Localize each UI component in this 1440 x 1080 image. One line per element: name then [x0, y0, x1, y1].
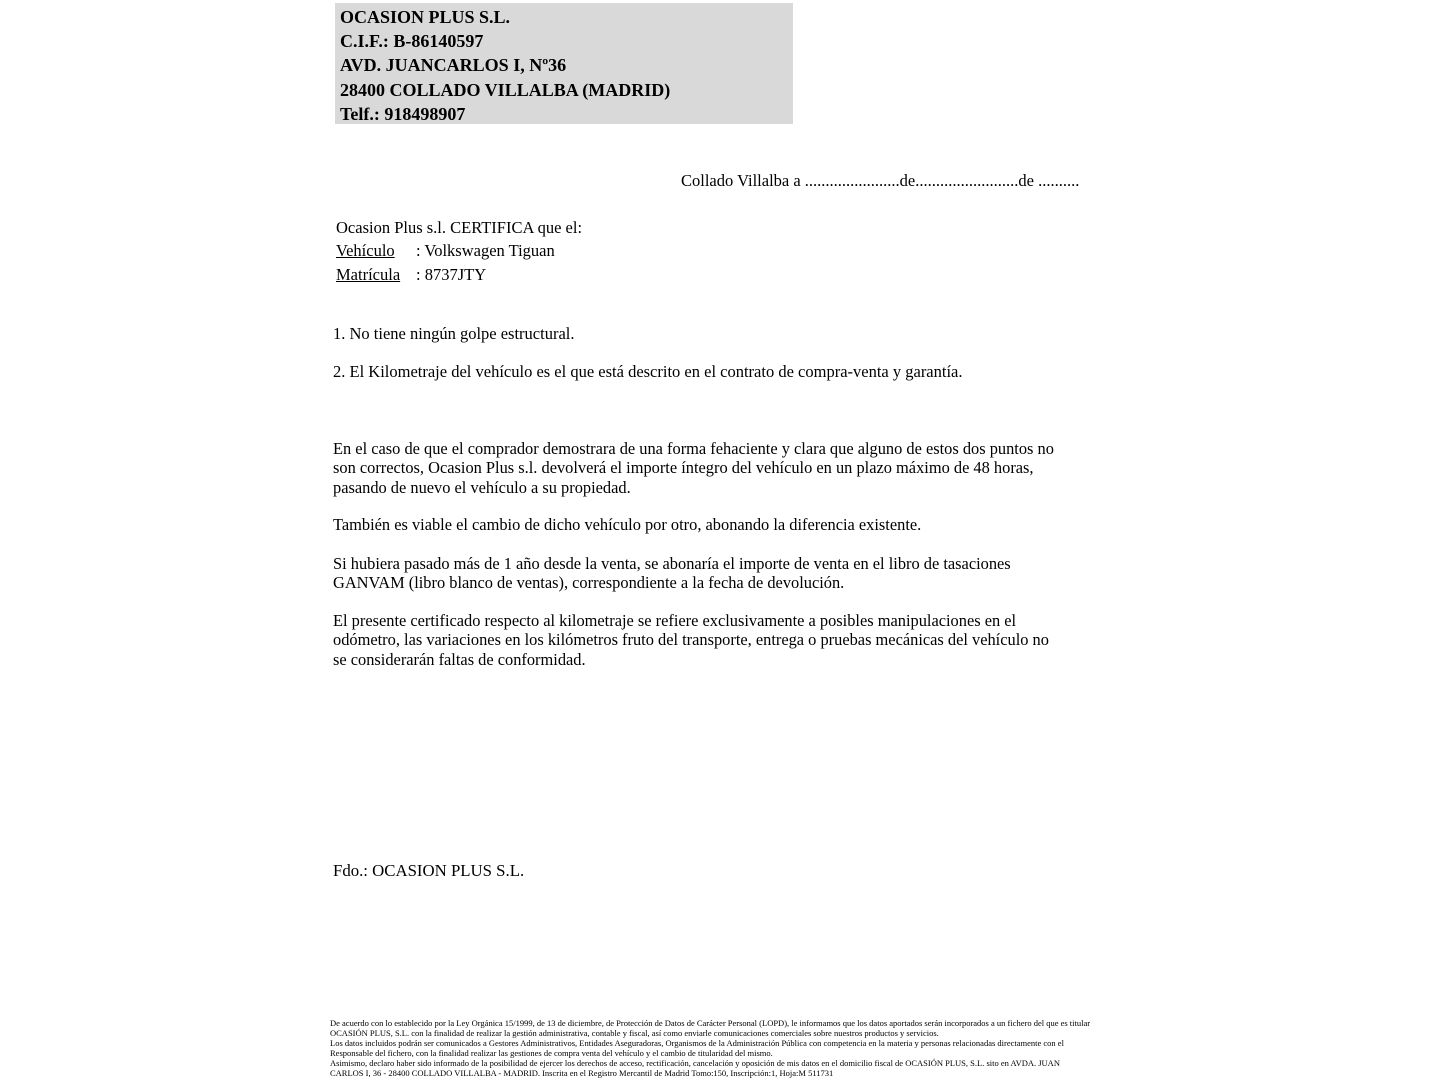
company-city: 28400 COLLADO VILLALBA (MADRID) — [340, 79, 671, 100]
certified-point-2: 2. El Kilometraje del vehículo es el que está descrito en el contrato de compra-venta y garantía. — [333, 362, 963, 381]
vehicle-value: : Volkswagen Tiguan — [416, 241, 555, 261]
company-phone: Telf.: 918498907 — [340, 103, 466, 124]
legal-line: CARLOS I, 36 - 28400 COLLADO VILLALBA - MADRID. Inscrita en el Registro Mercantil de Madrid Tomo:150, Inscripción:1, Hoja:M 511731 — [330, 1067, 834, 1078]
paragraph-exchange-option — [333, 515, 921, 534]
legal-line: Los datos incluidos podrán ser comunicados a Gestores Administrativos, Entidades Aseguradoras, Organismos de la Administración Pública con competencia en la materia y personas relacionadas directamente con el — [330, 1037, 1064, 1048]
vehicle-label: Vehículo — [336, 241, 395, 261]
paragraph-line: son correctos, Ocasion Plus s.l. devolverá el importe íntegro del vehículo en un plazo máximo de 48 horas, — [333, 458, 1034, 478]
plate-value: : 8737JTY — [416, 264, 487, 284]
paragraph-line: El presente certificado respecto al kilometraje se refiere exclusivamente a posibles manipulaciones en el — [333, 611, 1017, 630]
paragraph-line: odómetro, las variaciones en los kilómetros fruto del transporte, entrega o pruebas mecánicas del vehículo no — [333, 630, 1049, 650]
paragraph-odometer-clause — [333, 611, 1049, 669]
legal-line: OCASIÓN PLUS, S.L. con la finalidad de realizar la gestión administrativa, contable y fiscal, así como enviarle comunicaciones comerciales sobre nuestros productos y servicios. — [330, 1027, 939, 1038]
legal-line: De acuerdo con lo establecido por la Ley Orgánica 15/1999, de 13 de diciembre, de Protección de Datos de Carácter Personal (LOPD), le informamos que los datos aportados serán incorporados a un fichero del que es titular — [330, 1018, 1091, 1028]
certified-point-1: 1. No tiene ningún golpe estructural. — [333, 324, 575, 343]
paragraph-line: se considerarán faltas de conformidad. — [333, 649, 586, 669]
paragraph-line: Si hubiera pasado más de 1 año desde la venta, se abonaría el importe de venta en el libro de tasaciones — [333, 554, 1011, 573]
company-address: AVD. JUANCARLOS I, Nº36 — [340, 55, 567, 76]
vehicle-field — [336, 239, 582, 262]
legal-line: Asimismo, declaro haber sido informado de la posibilidad de ejercer los derechos de acceso, rectificación, cancelación y oposición de mis datos en el domicilio fiscal de OCASIÓN PLUS, S.L. sito en AVDA. JUAN — [330, 1057, 1060, 1068]
legal-line: Responsable del fichero, con la finalidad realizar las gestiones de compra venta del vehículo y el cambio de titularidad del mismo. — [330, 1047, 773, 1058]
plate-field — [336, 263, 582, 286]
legal-fine-print — [330, 1019, 1090, 1078]
date-blank-line: Collado Villalba a .......................de.........................de .......... — [681, 171, 1080, 190]
certification-intro: Ocasion Plus s.l. CERTIFICA que el: — [336, 218, 583, 237]
company-header-block — [335, 3, 793, 124]
paragraph-line: pasando de nuevo el vehículo a su propiedad. — [333, 477, 631, 497]
paragraph-refund-terms — [333, 439, 1054, 497]
company-cif: C.I.F.: B-86140597 — [340, 31, 484, 52]
paragraph-line: También es viable el cambio de dicho vehículo por otro, abonando la diferencia existente. — [333, 515, 922, 534]
certification-block — [336, 216, 582, 286]
company-name: OCASION PLUS S.L. — [340, 7, 511, 27]
paragraph-one-year-clause — [333, 554, 1011, 593]
plate-label: Matrícula — [336, 264, 401, 284]
paragraph-line: En el caso de que el comprador demostrara de una forma fehaciente y clara que alguno de estos dos puntos no — [333, 439, 1054, 458]
signature-line: Fdo.: OCASION PLUS S.L. — [333, 861, 525, 880]
paragraph-line: GANVAM (libro blanco de ventas), correspondiente a la fecha de devolución. — [333, 573, 845, 593]
